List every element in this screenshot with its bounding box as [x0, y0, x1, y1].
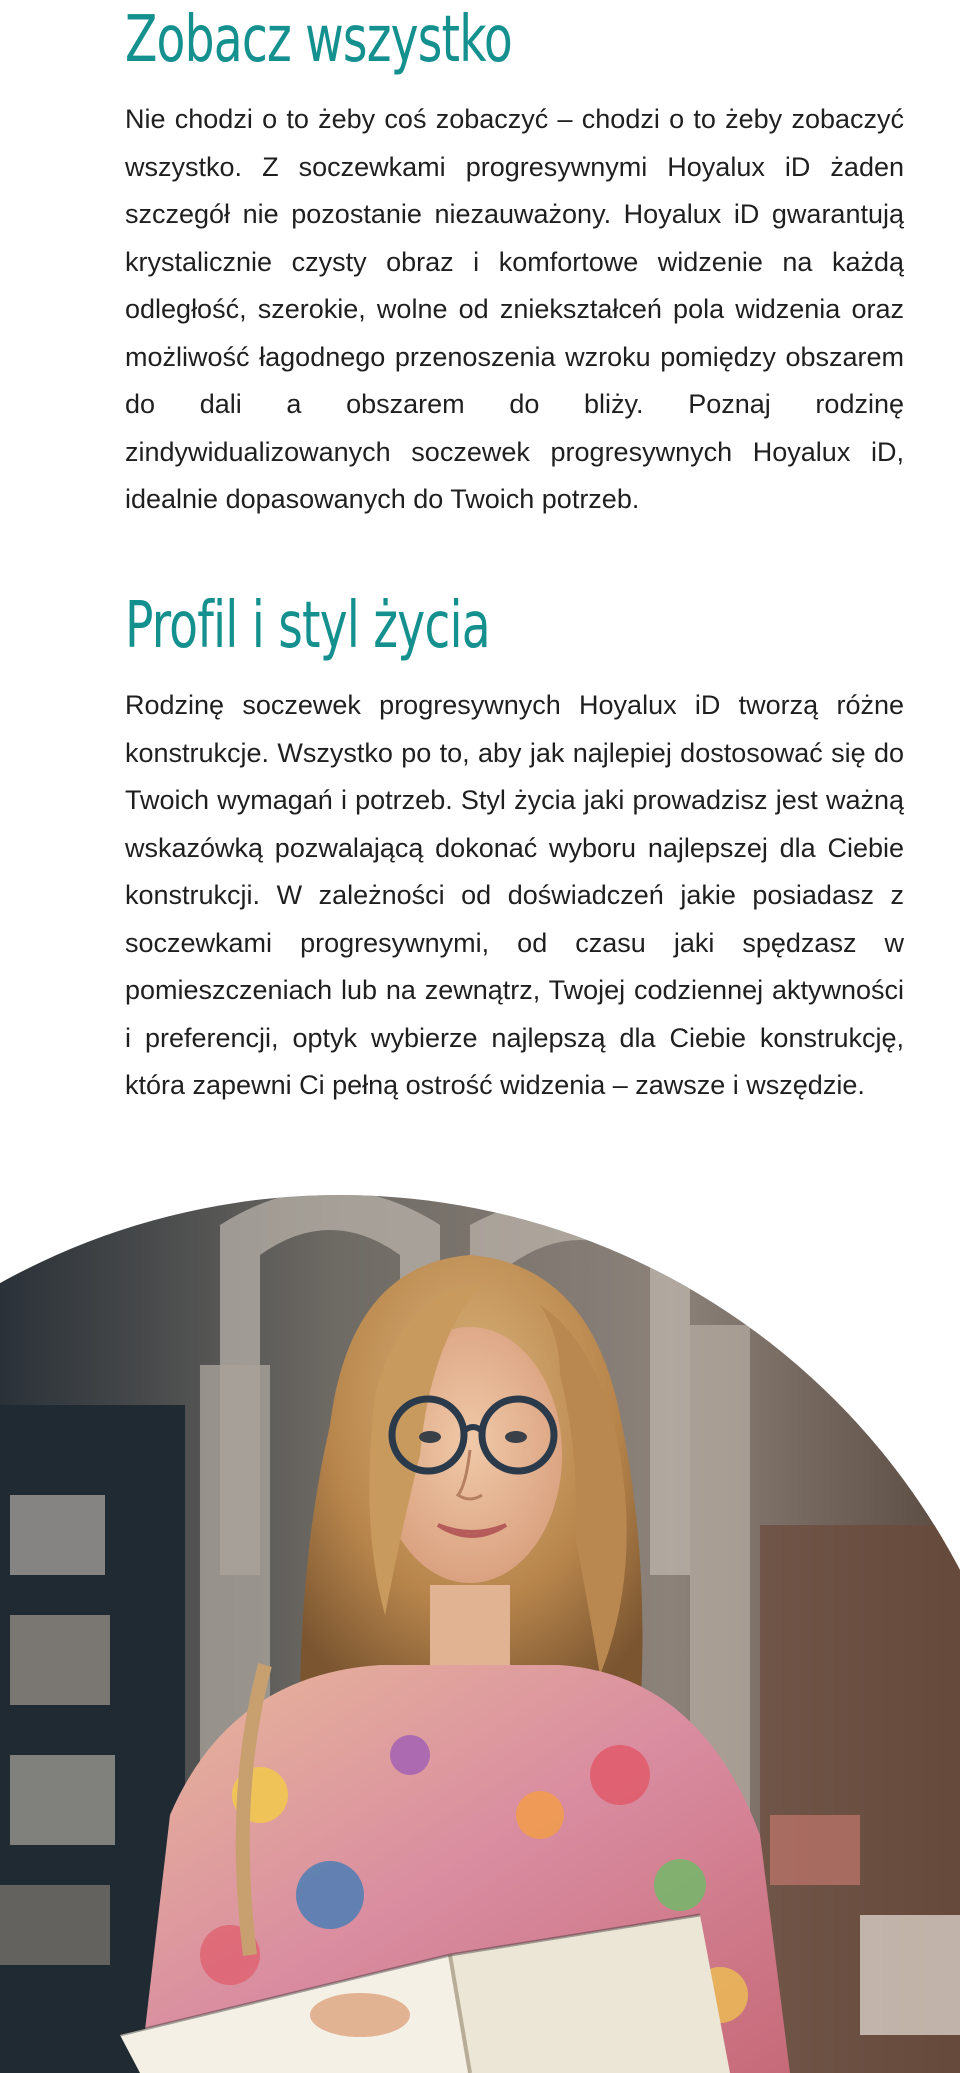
section-body: Rodzinę soczewek progresywnych Hoyalux iD tworzą różne konstrukcje. Wszystko po to, aby jak najlepiej dostosować się do Twoich wymagań i potrzeb. Styl życia jaki prowadzisz jest ważną wskazówką pozwalającą dokonać wyboru najlepszej dla Ciebie konstrukcji. W zależności od doświadczeń jakie posiadasz z soczewkami progresywnymi, od czasu jaki spędzasz w pomieszczeniach lub na zewnątrz, Twojej codziennej aktywności i preferencji, optyk wybierze najlepszą dla Ciebie konstrukcję, która zapewni Ci pełną ostrość widzenia – zawsze i wszędzie.	[125, 690, 904, 1100]
section-heading: Profil i styl życia	[125, 589, 490, 663]
section-zobacz-wszystko	[125, 4, 904, 524]
section-heading: Zobacz wszystko	[125, 3, 512, 77]
section-profil-i-styl-zycia	[125, 590, 904, 1110]
section-body: Nie chodzi o to żeby coś zobaczyć – chodzi o to żeby zobaczyć wszystko. Z soczewkami progresywnymi Hoyalux iD żaden szczegół nie pozostanie niezauważony. Hoyalux iD gwarantują krystalicznie czysty obraz i komfortowe widzenie na każdą odległość, szerokie, wolne od zniekształceń pola widzenia oraz możliwość łagodnego przenoszenia wzroku pomiędzy obszarem do dali a obszarem do bliży. Poznaj rodzinę zindywidualizowanych soczewek progresywnych Hoyalux iD, idealnie dopasowanych do Twoich potrzeb.	[125, 104, 904, 514]
woman-with-glasses-photo	[0, 1195, 960, 2073]
